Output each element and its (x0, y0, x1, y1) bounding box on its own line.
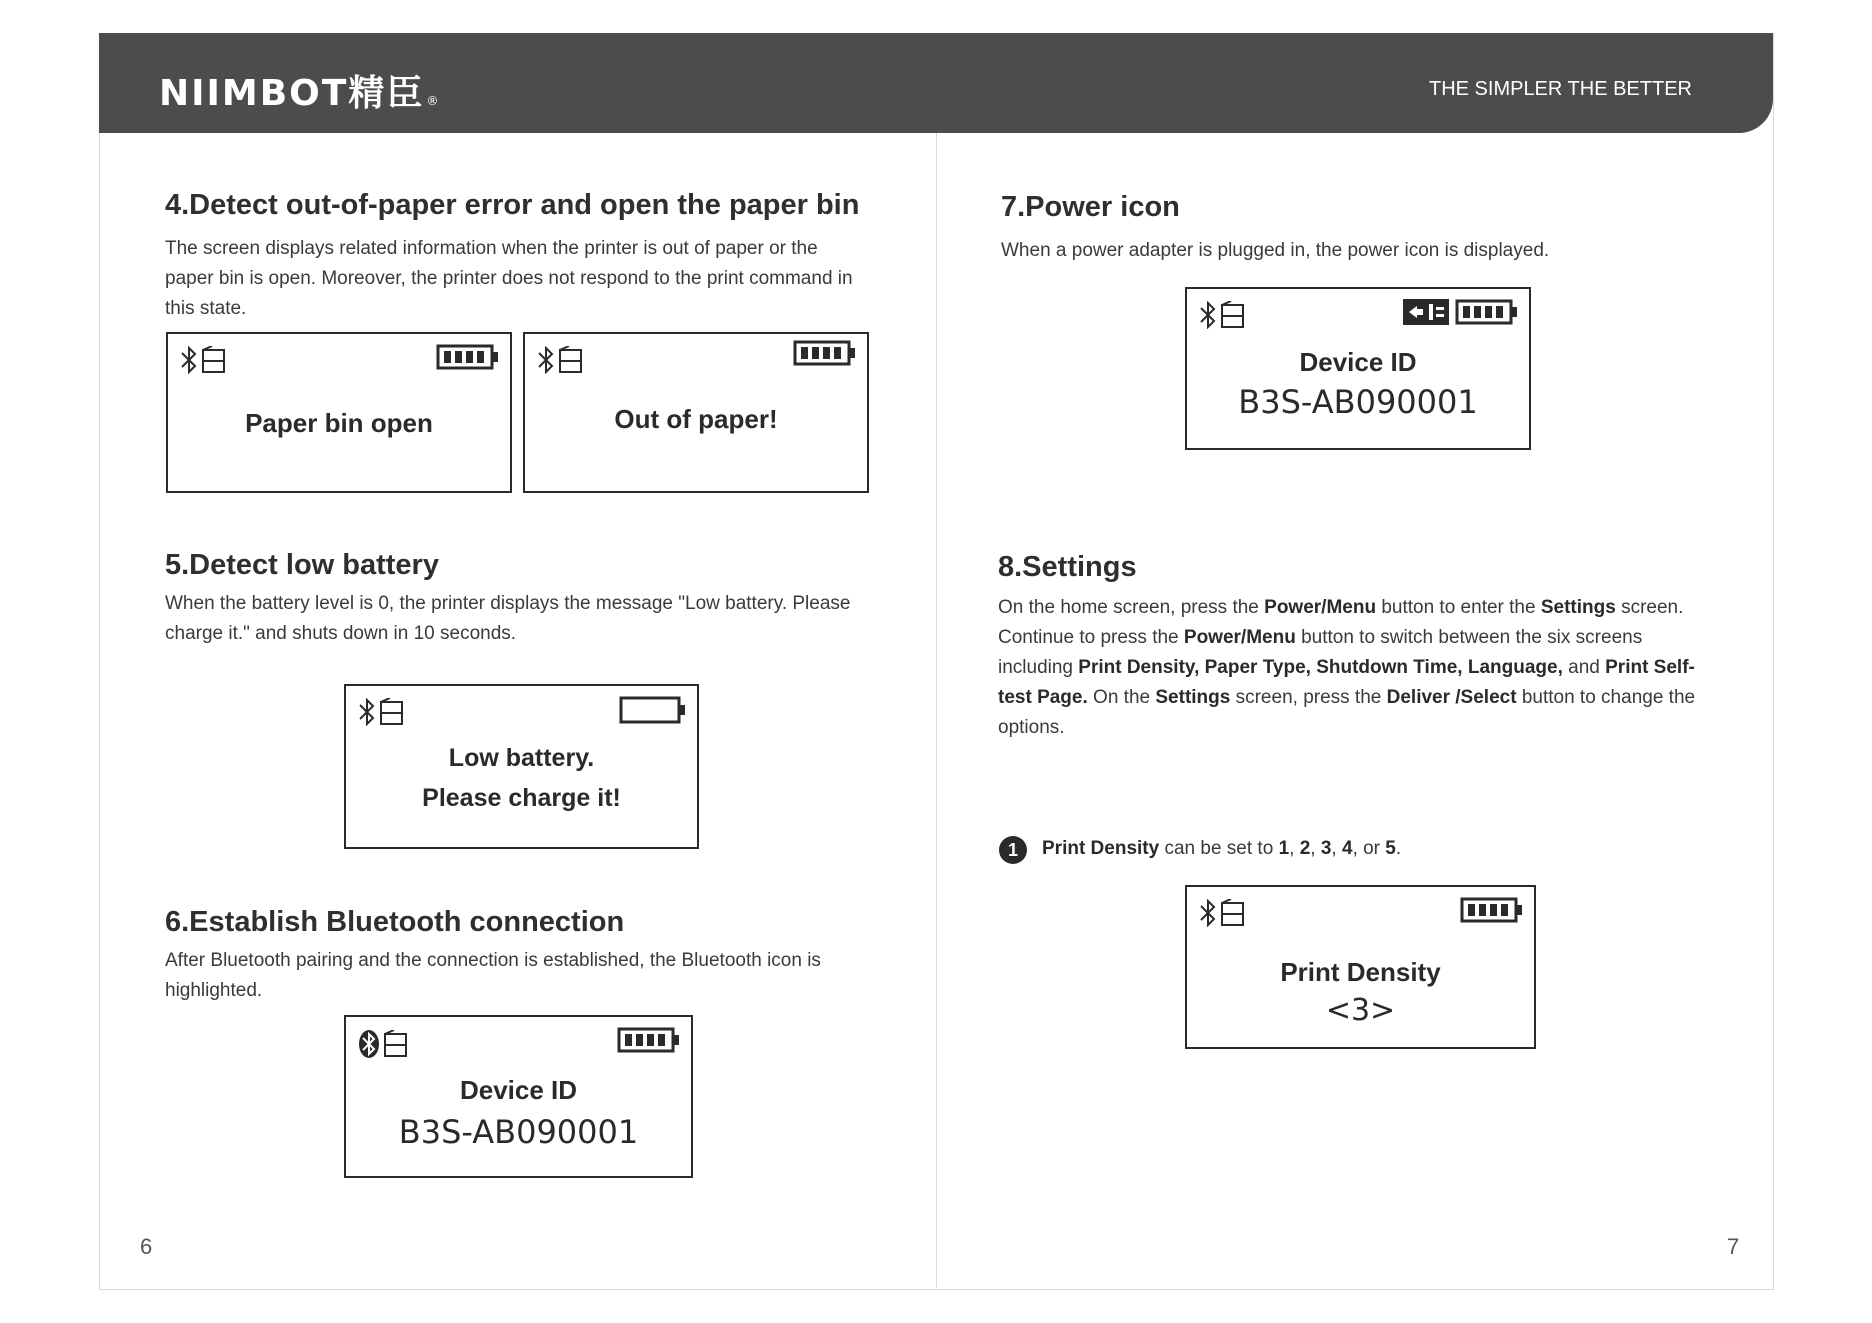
print-density-label: Print Density (1280, 957, 1441, 987)
page-number-right: 7 (1727, 1234, 1740, 1259)
section-6-body: After Bluetooth pairing and the connection is established, the Bluetooth icon is highlighted. (165, 950, 821, 1001)
battery-icon (617, 1027, 681, 1053)
low-battery-line-1: Low battery. (448, 744, 595, 772)
tagline: THE SIMPLER THE BETTER (1428, 78, 1692, 100)
page-header (99, 33, 1773, 133)
label-icon (380, 698, 404, 726)
page-divider (936, 133, 937, 1288)
section-4-title: 4.Detect out-of-paper error and open the paper bin (165, 189, 860, 221)
screen-power-adapter (1185, 287, 1531, 450)
section-8-title: 8.Settings (998, 551, 1137, 583)
step-number-badge: 1 (999, 836, 1027, 864)
screen-bluetooth-connected (344, 1015, 693, 1178)
low-battery-line-2: Please charge it! (422, 784, 621, 812)
page-number-left: 6 (140, 1234, 153, 1259)
brand-logo: NIIMBOT精臣 ® (159, 73, 441, 114)
label-icon (559, 346, 583, 374)
battery-icon (1455, 299, 1519, 325)
bluetooth-icon (1199, 301, 1217, 329)
battery-icon (1460, 897, 1524, 923)
section-5-title: 5.Detect low battery (165, 549, 439, 581)
device-id-value: B3S-AB090001 (398, 1113, 639, 1151)
device-id-value: B3S-AB090001 (1238, 383, 1478, 421)
print-density-value: <3> (1325, 993, 1396, 1028)
bluetooth-connected-icon (358, 1029, 380, 1059)
bluetooth-icon (537, 346, 555, 374)
screen-low-battery (344, 684, 699, 849)
battery-icon (793, 340, 857, 366)
print-density-note: Print Density can be set to 1, 2, 3, 4, or 5. (1042, 838, 1402, 859)
label-icon (1221, 301, 1245, 329)
device-id-label: Device ID (1299, 347, 1417, 377)
section-7-body: When a power adapter is plugged in, the power icon is displayed. (1001, 240, 1550, 261)
screen-out-of-paper (523, 332, 869, 493)
bluetooth-icon (180, 346, 198, 374)
power-adapter-icon (1403, 299, 1449, 325)
empty-battery-icon (619, 696, 687, 724)
battery-icon (436, 344, 500, 370)
section-8-body: On the home screen, press the Power/Menu button to enter the Settings screen. Continue to press the Power/Menu button to switch between the six screens including Print Density, Paper Type, Shutdown Time, Language, and Print Self-test Page. On the Settings screen, press the Deliver /Select button to change the options. (998, 597, 1696, 738)
section-6-title: 6.Establish Bluetooth connection (165, 906, 625, 938)
screen-message: Paper bin open (245, 408, 433, 438)
section-4-body: The screen displays related information when the printer is out of paper or the paper bin is open. Moreover, the printer does not respond to the print command in this state. (165, 238, 853, 319)
screen-print-density (1185, 885, 1536, 1049)
device-id-label: Device ID (459, 1075, 578, 1105)
section-7-title: 7.Power icon (1001, 191, 1180, 223)
section-5-body: When the battery level is 0, the printer displays the message "Low battery. Please charge it." and shuts down in 10 seconds. (165, 593, 851, 644)
bluetooth-icon (358, 698, 376, 726)
label-icon (1221, 899, 1245, 927)
screen-message: Out of paper! (614, 404, 778, 434)
label-icon (202, 346, 226, 374)
bluetooth-icon (1199, 899, 1217, 927)
label-icon (384, 1030, 408, 1058)
screen-paper-bin-open (166, 332, 512, 493)
